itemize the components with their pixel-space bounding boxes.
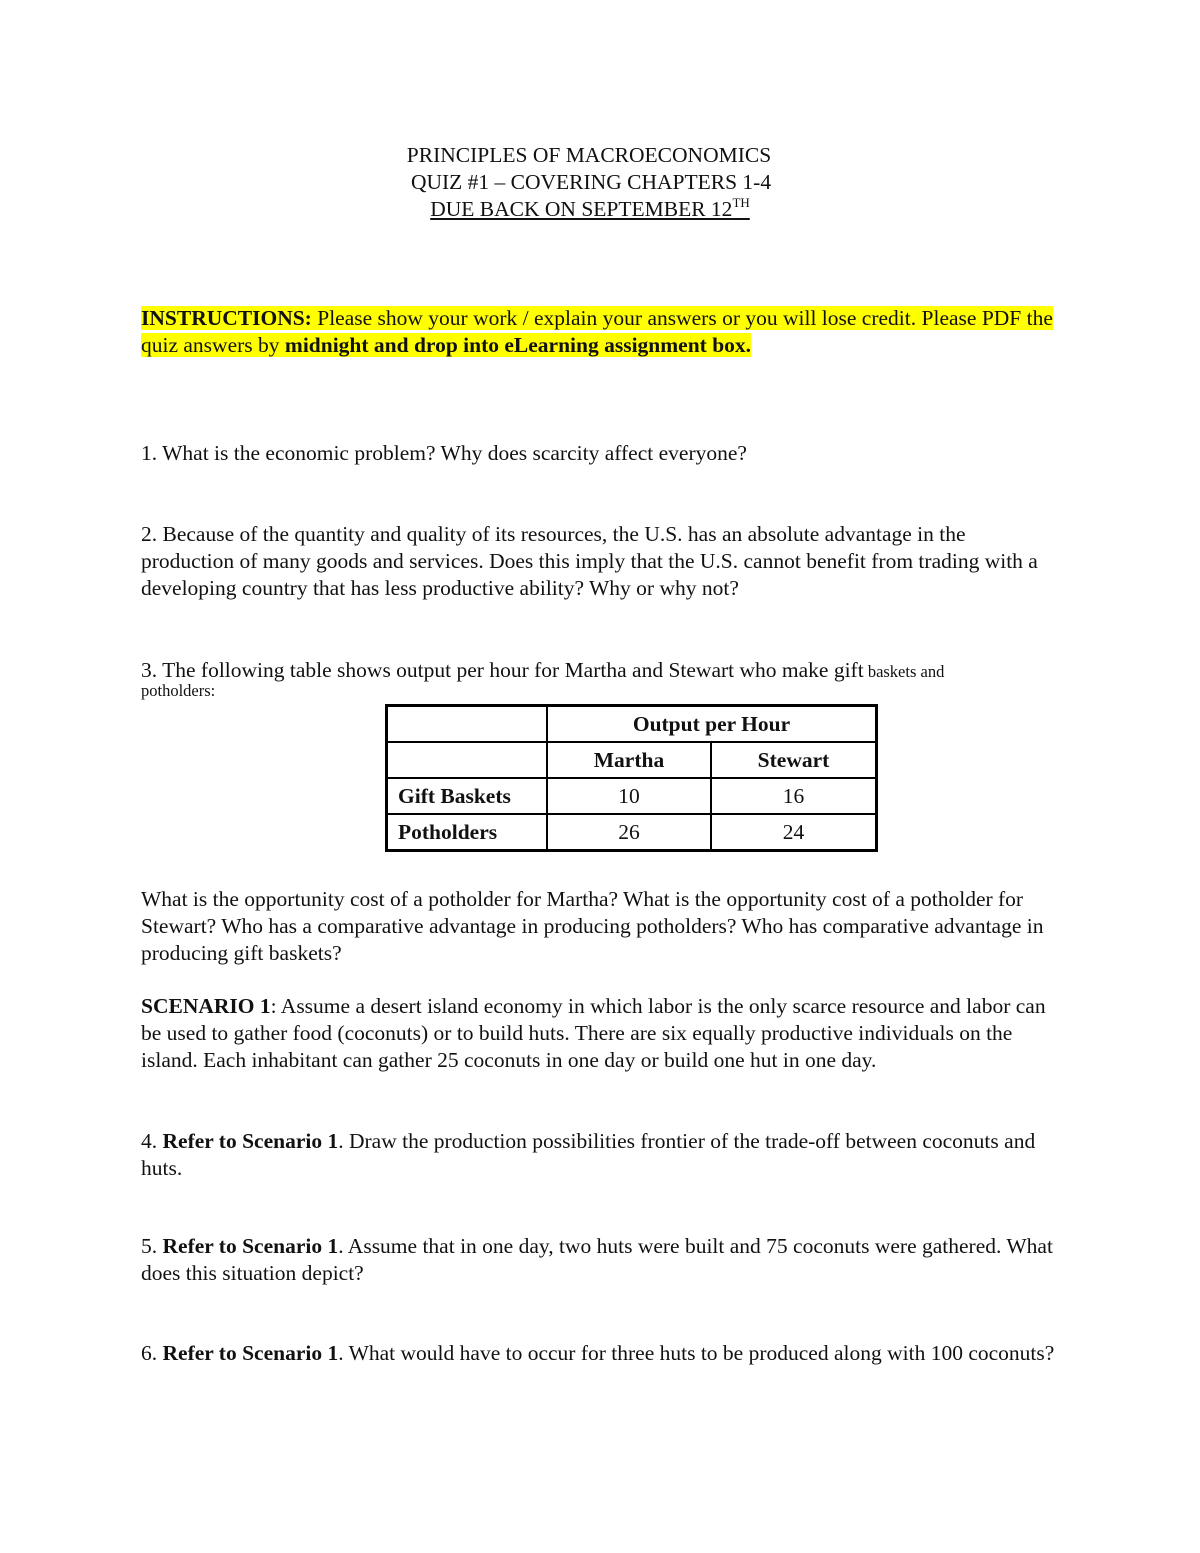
scenario-1 [141,993,1061,1074]
document-header [0,142,1200,223]
instructions [141,305,1061,359]
course-title: PRINCIPLES OF MACROECONOMICS [406,143,772,167]
table-row [387,778,877,814]
scenario-text: : Assume a desert island economy in which labor is the only scarce resource and labor can be used to gather food (coconuts) or to build huts. There are six equally productive individuals on the island. Each inhabitant can gather 25 coconuts in one day or build one hut in one day. [141,994,1046,1072]
question-3-intro-line2: potholders: [141,681,216,700]
quiz-title: QUIZ #1 – COVERING CHAPTERS 1-4 [410,170,772,194]
due-date-suffix: TH [732,195,750,210]
instructions-label: INSTRUCTIONS: [141,306,312,330]
table-corner-cell [387,706,548,743]
instructions-highlight-1 [141,306,916,330]
cell-gift-baskets-martha: 10 [547,778,711,814]
table-header-row [387,742,877,778]
question-4-reference: Refer to Scenario 1 [162,1129,339,1153]
instructions-bold-text: midnight and drop into eLearning assignment box. [284,333,752,357]
question-6 [141,1340,1061,1367]
table-title: Output per Hour [547,706,877,743]
question-4 [141,1128,1061,1182]
question-5-text: . Assume that in one day, two huts were built and 75 coconuts were gathered. What does this situation depict? [141,1234,1053,1285]
column-header-stewart: Stewart [711,742,877,778]
question-3-intro [141,657,1061,700]
question-5-reference: Refer to Scenario 1 [162,1234,339,1258]
question-3-intro-text: 3. The following table shows output per hour for Martha and Stewart who make gift [141,658,864,682]
table-empty-cell [387,742,548,778]
question-3-followup: What is the opportunity cost of a potholder for Martha? What is the opportunity cost of a potholder for Stewart? Who has a comparative advantage in producing potholders? Who has comparative advantage in producing gift baskets? [141,887,1044,965]
question-4-number: 4. [141,1129,163,1153]
cell-potholders-stewart: 24 [711,814,877,851]
cell-gift-baskets-stewart: 16 [711,778,877,814]
table-row [387,814,877,851]
question-5 [141,1233,1061,1287]
row-label-gift-baskets: Gift Baskets [387,778,548,814]
row-label-potholders: Potholders [387,814,548,851]
table-title-row [387,706,877,743]
scenario-label: SCENARIO 1 [141,994,271,1018]
cell-potholders-martha: 26 [547,814,711,851]
column-header-martha: Martha [547,742,711,778]
question-3-intro-small: baskets and [863,662,945,681]
question-6-number: 6. [141,1341,163,1365]
question-1: 1. What is the economic problem? Why does scarcity affect everyone? [141,441,747,465]
due-date [0,196,1190,223]
question-4-text: . Draw the production possibilities frontier of the trade-off between coconuts and huts. [141,1129,1036,1180]
instructions-text-1: Please show your work / explain your answers or you will lose credit. [311,306,917,330]
question-6-text: . What would have to occur for three huts to be produced along with 100 coconuts? [338,1341,1055,1365]
question-6-reference: Refer to Scenario 1 [162,1341,339,1365]
question-2: 2. Because of the quantity and quality of its resources, the U.S. has an absolute advantage in the production of many goods and services. Does this imply that the U.S. cannot benefit from trading with a developing country that has less productive ability? Why or why not? [141,522,1038,600]
instructions-text-2: Please PDF the quiz answers by [141,306,1053,357]
output-table [385,704,878,852]
due-date-text: DUE BACK ON SEPTEMBER 12 [430,197,733,221]
question-5-number: 5. [141,1234,163,1258]
